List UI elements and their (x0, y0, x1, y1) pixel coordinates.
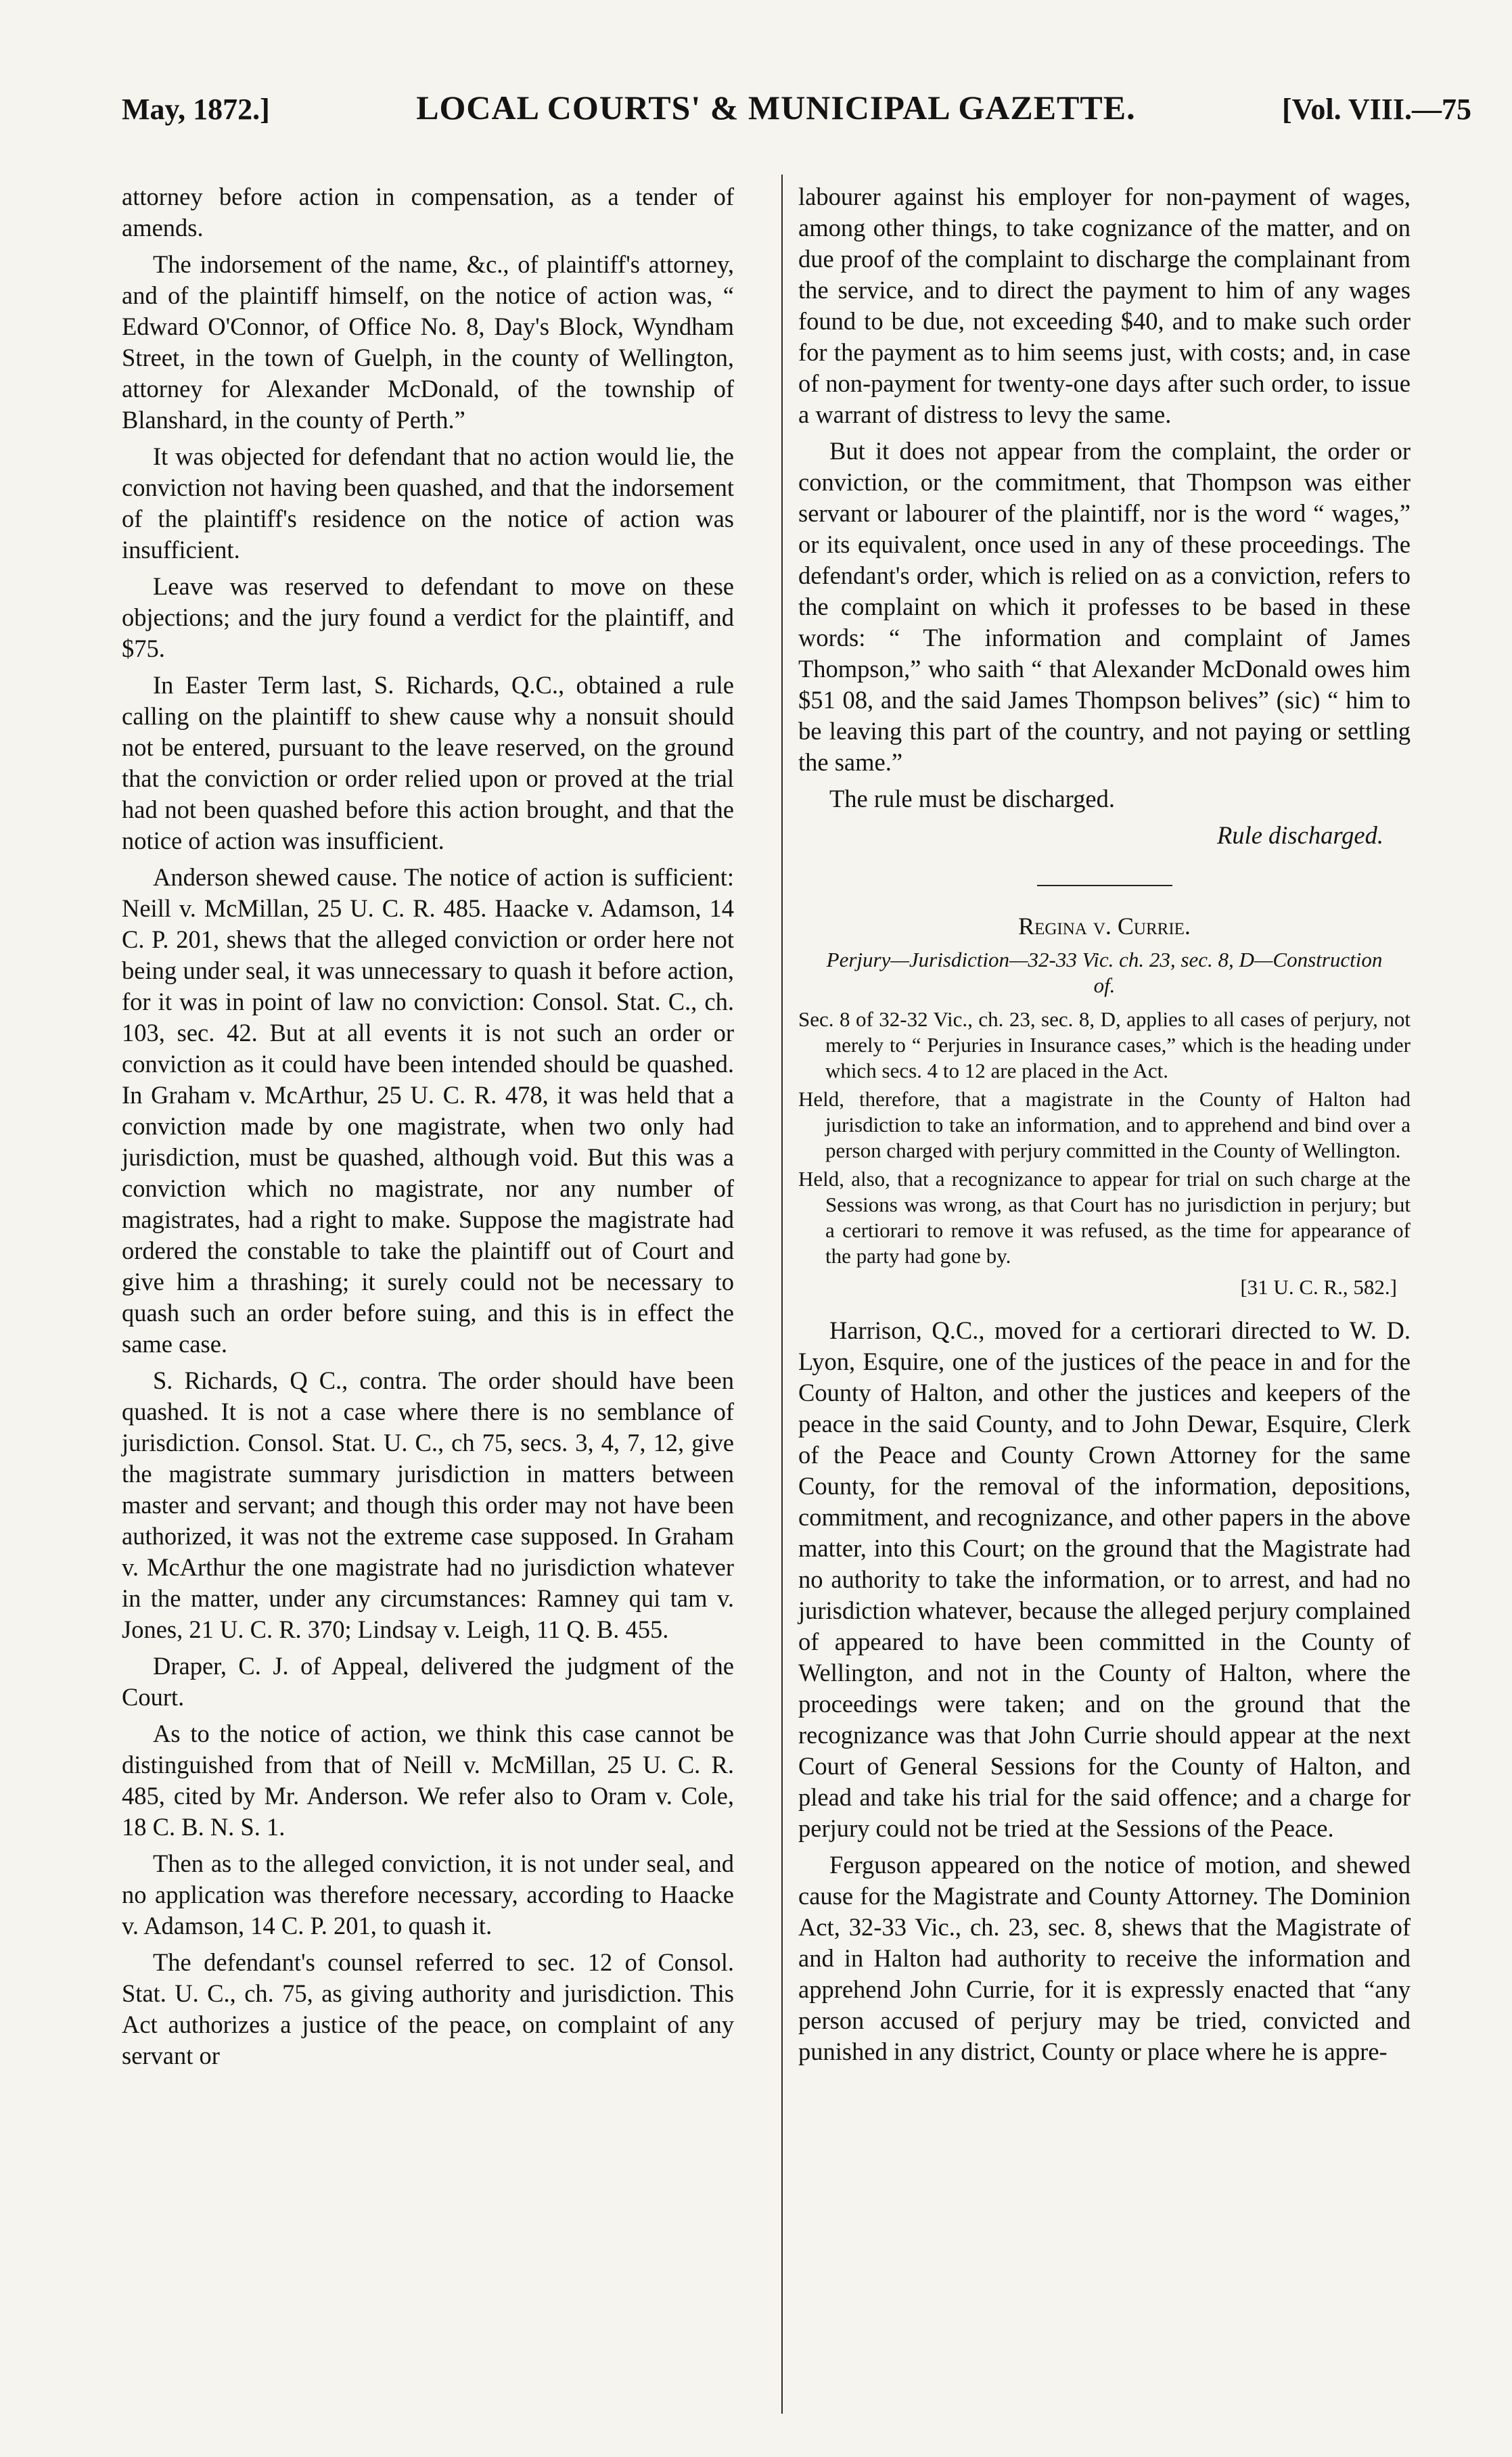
column-divider (781, 175, 783, 2414)
case-citation: [31 U. C. R., 582.] (1240, 1275, 1397, 1299)
paragraph: As to the notice of action, we think this case cannot be distinguished from that of Neill v. McMillan, 25 U. C. R. 485, cited by Mr. Anderson. We refer also to Oram v. Cole, 18 C. B. N. S. 1. (122, 1720, 734, 1841)
paragraph: Ferguson appeared on the notice of motion, and shewed cause for the Magistrate and County Attorney. The Dominion Act, 32-33 Vic., ch. 23, sec. 8, shews that the Magistrate of and in Halton had authority to receive the information and apprehend John Currie, for it is expressly enacted that “any person accused of perjury may be tried, convicted and punished in any district, County or place where he is appre- (798, 1851, 1411, 2065)
paragraph: S. Richards, Q C., contra. The order should have been quashed. It is not a case where there is no semblance of jurisdiction. Consol. Stat. U. C., ch 75, secs. 3, 4, 7, 12, give the magistrate summary jurisdiction in matters between master and servant; and though this order may not have been authorized, it was not the extreme case supposed. In Graham v. McArthur the one magistrate had no jurisdiction whatever in the matter, under any circumstances: Ramney qui tam v. Jones, 21 U. C. R. 370; Lindsay v. Leigh, 11 Q. B. 455. (122, 1367, 734, 1643)
left-column (122, 181, 734, 2077)
case-title: Regina v. Currie. (1018, 913, 1191, 940)
paragraph: Harrison, Q.C., moved for a certiorari directed to W. D. Lyon, Esquire, one of the justices of the peace in and for the County of Halton, and other the justices and keepers of the peace in the said County, and to John Dewar, Esquire, Clerk of the Peace and County Crown Attorney for the same County, for the removal of the information, depositions, commitment, and recognizance, and other papers in the above matter, into this Court; on the ground that the Magistrate had no authority to take the information, or to arrest, and had no jurisdiction whatever, because the alleged perjury complained of appeared to have been committed in the County of Wellington, and not in the County of Halton, where the proceedings were taken; and on the ground that the recognizance was that John Currie should appear at the next Court of General Sessions for the County of Halton, and plead and take his trial for the said offence; and a charge for perjury could not be tried at the Sessions of the Peace. (798, 1316, 1411, 1842)
issue-date: May, 1872.] (122, 93, 270, 126)
paragraph: Then as to the alleged conviction, it is not under seal, and no application was therefore necessary, according to Haacke v. Adamson, 14 C. P. 201, to quash it. (122, 1850, 734, 1939)
paragraph: Leave was reserved to defendant to move on these objections; and the jury found a verdict for the plaintiff, and $75. (122, 572, 734, 662)
paragraph: But it does not appear from the complaint, the order or conviction, or the commitment, that Thompson was either servant or labourer of the plaintiff, nor is the word “ wages,” or its equivalent, once used in any of these proceedings. The defendant's order, which is relied on as a conviction, refers to the complaint on which it professes to be based in these words: “ The information and complaint of James Thompson,” who saith “ that Alexander McDonald owes him $51 08, and the said James Thompson belives” (sic) “ him to be leaving this part of the country, and not paying or settling the same.” (798, 437, 1411, 776)
ruling: Rule discharged. (1217, 821, 1383, 849)
paragraph: It was objected for defendant that no action would lie, the conviction not having been quashed, and that the indorsement of the plaintiff's residence on the notice of action was insufficient. (122, 442, 734, 564)
page-header (122, 88, 1471, 135)
publication-title: LOCAL COURTS' & MUNICIPAL GAZETTE. (416, 89, 1136, 127)
paragraph: The defendant's counsel referred to sec. 12 of Consol. Stat. U. C., ch. 75, as giving authority and jurisdiction. This Act authorizes a justice of the peace, on complaint of any servant or (122, 1948, 734, 2069)
paragraph: labourer against his employer for non-payment of wages, among other things, to take cognizance of the matter, and on due proof of the complaint to discharge the complainant from the service, and to direct the payment to him of any wages found to be due, not exceeding $40, and to make such order for the payment as to him seems just, with costs; and, in case of non-payment for twenty-one days after such order, to issue a warrant of distress to levy the same. (798, 183, 1411, 428)
paragraph: The indorsement of the name, &c., of plaintiff's attorney, and of the plaintiff himself, on the notice of action was, “ Edward O'Connor, of Office No. 8, Day's Block, Wyndham Street, in the town of Guelph, in the county of Wellington, attorney for Alexander McDonald, of the township of Blanshard, in the county of Perth.” (122, 250, 734, 434)
paragraph: The rule must be discharged. (829, 785, 1115, 812)
judgment-intro: Draper, C. J. of Appeal, delivered the judgment of the Court. (122, 1652, 734, 1711)
volume-page-number: [Vol. VIII.—75 (1282, 93, 1471, 126)
paragraph: Anderson shewed cause. The notice of action is sufficient: Neill v. McMillan, 25 U. C. R. 485. Haacke v. Adamson, 14 C. P. 201, shews that the alleged conviction or order here not being under seal, it was unnecessary to quash it before action, for it was in point of law no conviction: Consol. Stat. C., ch. 103, sec. 42. But at all events it is not such an order or conviction as it could have been intended should be quashed. In Graham v. McArthur, 25 U. C. R. 478, it was held that a conviction made by one magistrate, when two only had jurisdiction, must be quashed, although void. But this was a conviction which no magistrate, nor any number of magistrates, had a right to make. Suppose the magistrate had ordered the constable to take the plaintiff out of Court and give him a thrashing; it surely could not be necessary to quash such an order before suing, and this is in effect the same case. (122, 863, 734, 1358)
right-column (798, 181, 1411, 2073)
headnote: Sec. 8 of 32-32 Vic., ch. 23, sec. 8, D, applies to all cases of perjury, not merely to “ Perjuries in Insurance cases,” which is the heading under which secs. 4 to 12 are placed in the Act. (798, 1007, 1411, 1082)
case-subtitle: Perjury—Jurisdiction—32-33 Vic. ch. 23, sec. 8, D—Construction of. (826, 948, 1383, 997)
headnote: Held, also, that a recognizance to appear for trial on such charge at the Sessions was wrong, as that Court has no jurisdiction in perjury; but a certiorari to remove it was refused, as the time for appearance of the party had gone by. (798, 1167, 1411, 1268)
headnote: Held, therefore, that a magistrate in the County of Halton had jurisdiction to take an information, and to apprehend and bind over a person charged with perjury committed in the County of Wellington. (798, 1087, 1411, 1162)
paragraph: In Easter Term last, S. Richards, Q.C., obtained a rule calling on the plaintiff to shew cause why a nonsuit should not be entered, pursuant to the leave reserved, on the ground that the conviction or order relied upon or proved at the trial had not been quashed before this action brought, and that the notice of action was insufficient. (122, 671, 734, 854)
paragraph: attorney before action in compensation, as a tender of amends. (122, 183, 734, 242)
section-rule (1037, 885, 1172, 886)
